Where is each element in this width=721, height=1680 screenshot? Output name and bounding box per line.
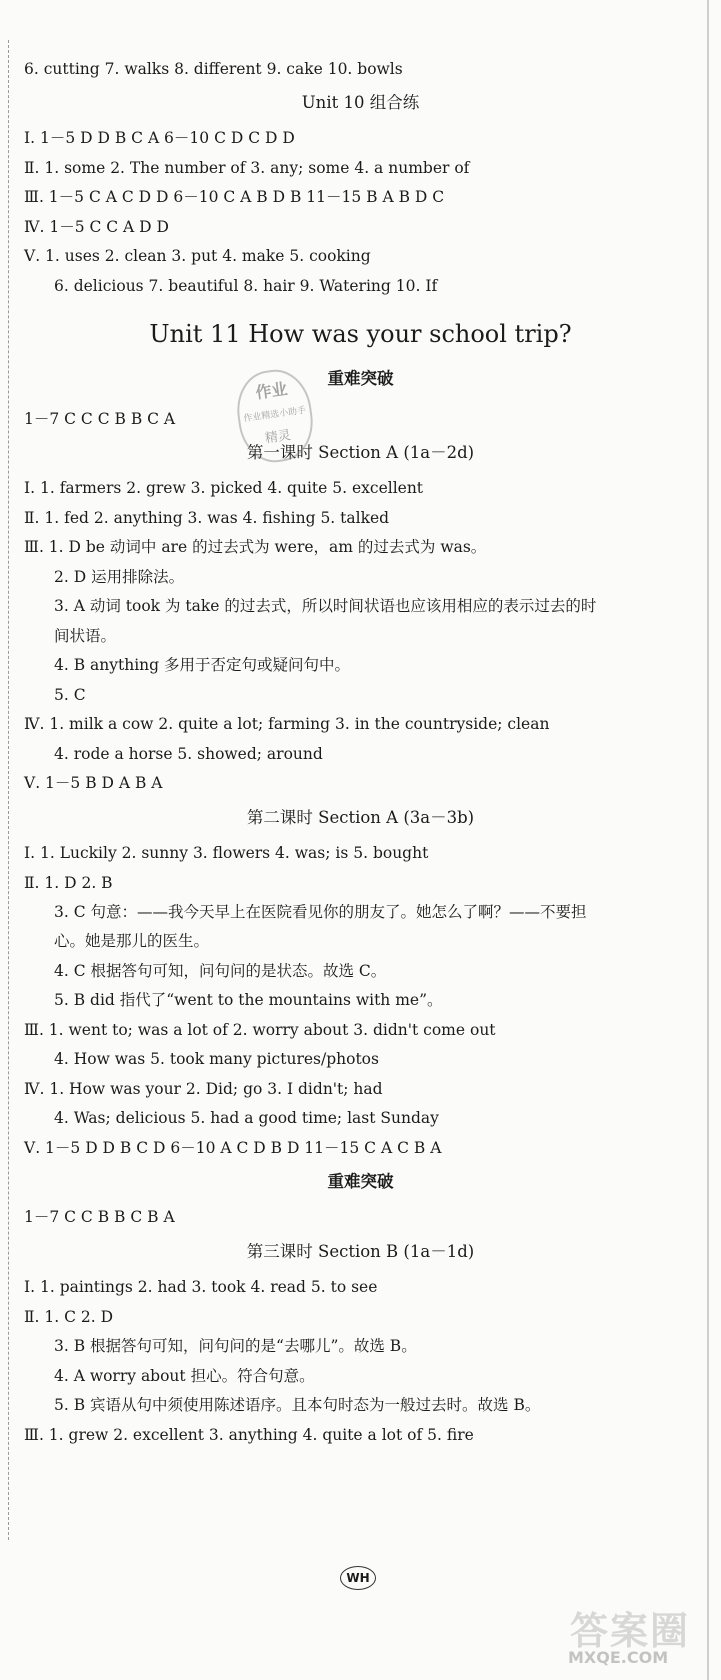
- stamp-line-1: 作业: [254, 379, 289, 403]
- section-heading: 重难突破: [327, 1172, 394, 1191]
- section-heading: [0, 93, 721, 113]
- answer-line: Ⅱ. 1. some 2. The number of 3. any; some 4. a number of: [24, 159, 470, 177]
- answer-line: 4. C 根据答句可知，问句问的是状态。故选 C。: [54, 962, 387, 980]
- answer-line: Ⅰ. 1. farmers 2. grew 3. picked 4. quite 5. excellent: [24, 479, 424, 497]
- answer-line: Ⅱ. 1. fed 2. anything 3. was 4. fishing 5. talked: [24, 509, 390, 527]
- lesson-heading: 第三课时 Section B (1a－1d): [246, 1242, 475, 1261]
- stamp-line-2: 作业精选小助手: [242, 405, 307, 425]
- watermark-url: MXQE.COM: [568, 1648, 669, 1667]
- answer-line: 5. B 宾语从句中须使用陈述语序。且本句时态为一般过去时。故选 B。: [54, 1396, 541, 1414]
- answer-line: Ⅳ. 1. How was your 2. Did; go 3. I didn't; had: [24, 1080, 383, 1098]
- answer-line: 2. D 运用排除法。: [54, 568, 185, 586]
- stamp-line-3: 精灵: [264, 428, 292, 447]
- answer-line: 4. rode a horse 5. showed; around: [54, 745, 323, 763]
- binding-edge: [8, 40, 10, 1540]
- answer-line: Ⅴ. 1. uses 2. clean 3. put 4. make 5. cooking: [24, 247, 371, 265]
- answer-line: Ⅱ. 1. C 2. D: [24, 1308, 114, 1326]
- answer-line: 4. Was; delicious 5. had a good time; last Sunday: [54, 1109, 439, 1127]
- answer-line: 3. C 句意：——我今天早上在医院看见你的朋友了。她怎么了啊？——不要担: [54, 903, 587, 921]
- answer-line: 4. How was 5. took many pictures/photos: [54, 1050, 379, 1068]
- answer-line: 1－7 C C B B C B A: [24, 1208, 175, 1226]
- page-edge: [707, 0, 709, 1680]
- unit-title: Unit 11 How was your school trip?: [149, 320, 572, 348]
- section-heading: 重难突破: [327, 369, 394, 388]
- answer-line: 1－7 C C C B B C A: [24, 410, 176, 428]
- answer-line: 3. B 根据答句可知，问句问的是“去哪儿”。故选 B。: [54, 1337, 417, 1355]
- unit10-heading: Unit 10 组合练: [301, 93, 420, 112]
- answer-line: Ⅲ. 1. grew 2. excellent 3. anything 4. quite a lot of 5. fire: [24, 1426, 474, 1444]
- publisher-mark: WH: [340, 1566, 376, 1590]
- answer-line: 4. A worry about 担心。符合句意。: [54, 1367, 315, 1385]
- answer-line: Ⅳ. 1－5 C C A D D: [24, 218, 169, 236]
- answer-line: Ⅰ. 1－5 D D B C A 6－10 C D C D D: [24, 129, 295, 147]
- answer-line: Ⅳ. 1. milk a cow 2. quite a lot; farming 3. in the countryside; clean: [24, 715, 550, 733]
- answer-line: Ⅲ. 1. went to; was a lot of 2. worry about 3. didn't come out: [24, 1021, 496, 1039]
- answer-line: Ⅴ. 1－5 D D B C D 6－10 A C D B D 11－15 C A C B A: [24, 1139, 442, 1157]
- answer-line: 4. B anything 多用于否定句或疑问句中。: [54, 656, 351, 674]
- answer-line: Ⅲ. 1. D be 动词中 are 的过去式为 were，am 的过去式为 was。: [24, 538, 487, 556]
- answer-line: 6. cutting 7. walks 8. different 9. cake 10. bowls: [24, 60, 403, 78]
- lesson-heading: 第二课时 Section A (3a－3b): [246, 808, 475, 827]
- answer-line: 5. C: [54, 686, 86, 704]
- answer-line: Ⅱ. 1. D 2. B: [24, 874, 113, 892]
- answer-line: Ⅰ. 1. Luckily 2. sunny 3. flowers 4. was; is 5. bought: [24, 844, 429, 862]
- answer-line: 间状语。: [54, 627, 117, 645]
- answer-line: 5. B did 指代了“went to the mountains with me”。: [54, 991, 443, 1009]
- lesson-heading: 第一课时 Section A (1a－2d): [246, 443, 475, 462]
- answer-line: 3. A 动词 took 为 take 的过去式，所以时间状语也应该用相应的表示过去的时: [54, 597, 597, 615]
- answer-line: Ⅰ. 1. paintings 2. had 3. took 4. read 5. to see: [24, 1278, 378, 1296]
- answer-line: 6. delicious 7. beautiful 8. hair 9. Watering 10. If: [54, 277, 438, 295]
- answer-line: 心。她是那儿的医生。: [54, 932, 210, 950]
- watermark-logo: 答案圈: [570, 1609, 691, 1653]
- answer-line: Ⅴ. 1－5 B D A B A: [24, 774, 163, 792]
- answer-line: Ⅲ. 1－5 C A C D D 6－10 C A B D B 11－15 B A B D C: [24, 188, 445, 206]
